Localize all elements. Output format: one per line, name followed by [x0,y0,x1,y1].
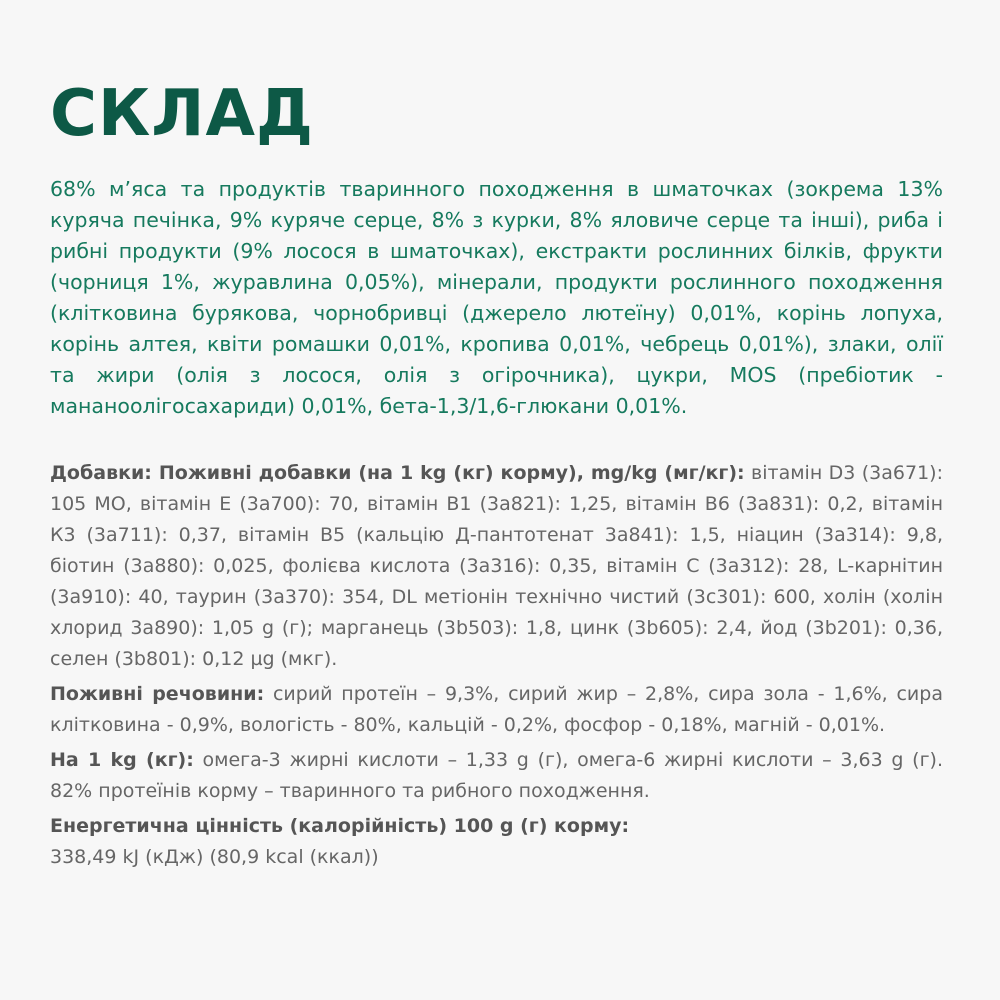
additives-label: Добавки: Поживні добавки (на 1 kg (кг) корму), mg/kg (мг/кг): [50,462,745,484]
energy-label: Енергетична цінність (калорійність) 100 g (г) корму: [50,815,630,837]
details-section [50,458,943,873]
nutrients-label: Поживні речовини: [50,683,265,705]
composition-text: 68% м’яса та продуктів тваринного походження в шматочках (зокрема 13% куряча печінка, 9% куряче серце, 8% з курки, 8% яловиче серце та інші), риба і рибні продукти (9% лосося в шматочках), екстракти рослинних білків, фрукти (чорниця 1%, журавлина 0,05%), мінерали, продукти рослинного походження (клітковина бурякова, чорнобривці (джерело лютеїну) 0,01%, корінь лопуха, корінь алтея, квіти ромашки 0,01%, кропива 0,01%, чебрець 0,01%), злаки, олії та жири (олія з лосося, олія з огірочника), цукри, MOS (пребіотик - мананоолігосахариди) 0,01%, бета-1,3/1,6-глюкани 0,01%. [50,177,943,418]
energy-paragraph [50,811,943,873]
additives-paragraph [50,458,943,675]
per-kg-label: На 1 kg (кг): [50,749,194,771]
energy-text: 338,49 kJ (кДж) (80,9 kcal (ккал)) [50,846,379,868]
nutrients-text: сирий протеїн – 9,3%, сирий жир – 2,8%, сира зола - 1,6%, сира клітковина - 0,9%, вологість - 80%, кальцій - 0,2%, фосфор - 0,18%, магній - 0,01%. [50,683,943,736]
page-title: СКЛАД [50,77,314,151]
additives-text: вітамін D3 (3а671): 105 МО, вітамін Е (3а700): 70, вітамін В1 (3а821): 1,25, вітамін В6 (3а831): 0,2, вітамін К3 (3а711): 0,37, вітамін В5 (кальцію Д-пантотенат 3а841): 1,5, ніацин (3а314): 9,8, біотин (3а880): 0,025, фолієва кислота (3а316): 0,35, вітамін С (3а312): 28, L-карнітин (3а910): 40, таурин (3а370): 354, DL метіонін технічно чистий (3с301): 600, холін (холін хлорид 3а890): 1,05 g (г); марганець (3b503): 1,8, цинк (3b605): 2,4, йод (3b201): 0,36, селен (3b801): 0,12 µg (мкг). [50,462,943,670]
per-kg-paragraph [50,745,943,807]
nutrients-paragraph [50,679,943,741]
per-kg-text: омега-3 жирні кислоти – 1,33 g (г), омега-6 жирні кислоти – 3,63 g (г). 82% протеїнів корму – тваринного та рибного походження. [50,749,943,802]
